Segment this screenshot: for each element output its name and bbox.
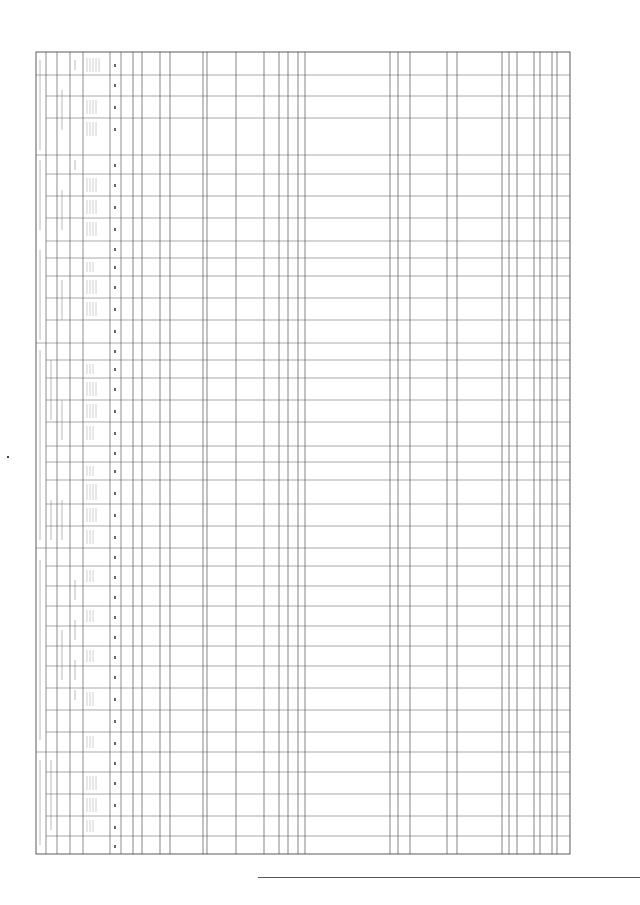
data-row-lines — [133, 52, 557, 854]
header-column-dividers — [46, 52, 121, 854]
page-bottom-rule — [258, 877, 640, 878]
column-index-marks — [114, 64, 116, 848]
column-dividers — [36, 75, 570, 836]
table-outer-border — [36, 52, 570, 854]
scan-speck — [7, 456, 9, 458]
